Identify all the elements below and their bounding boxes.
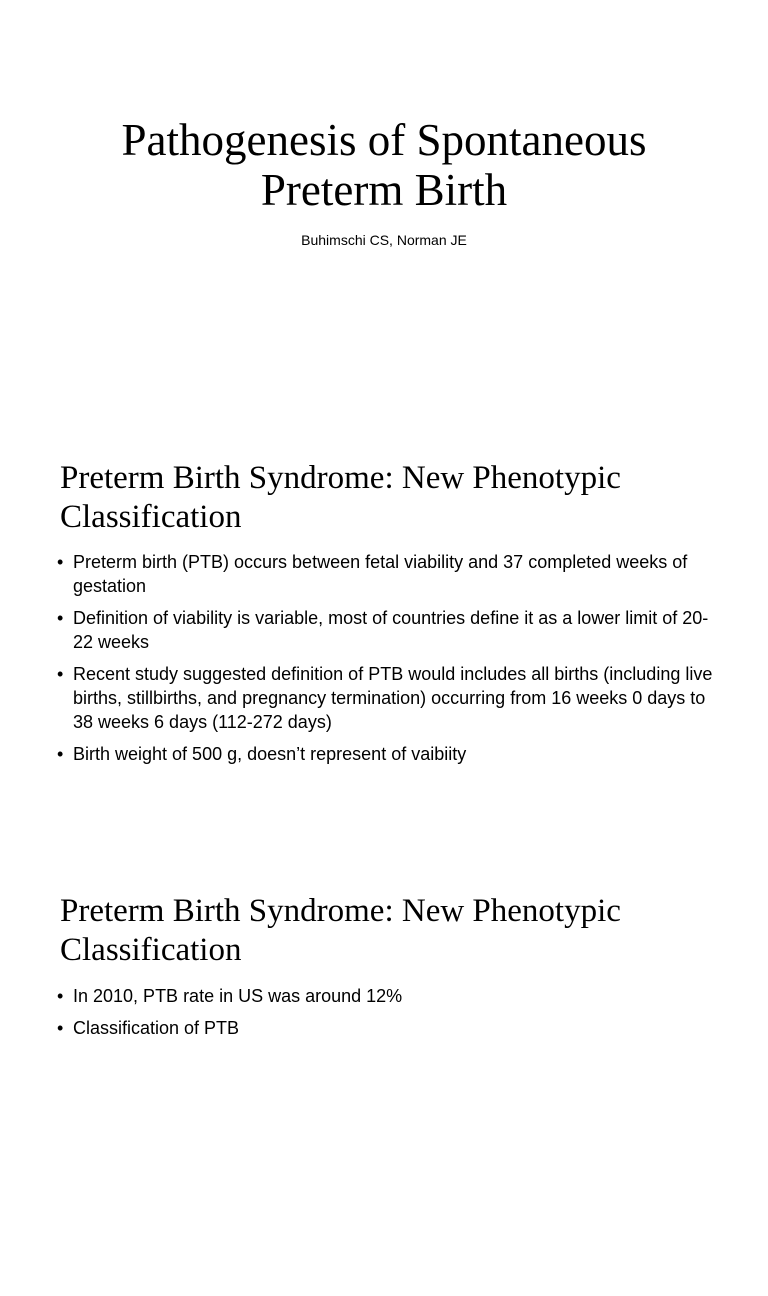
bullet-text: Birth weight of 500 g, doesn’t represent of vaibiity xyxy=(73,744,467,764)
bullet-marker: • xyxy=(57,744,64,764)
bullet-item xyxy=(57,606,717,654)
slide-heading-line-1: Preterm Birth Syndrome: New Phenotypic xyxy=(60,460,621,496)
bullet-text: Definition of viability is variable, most of countries define it as a lower limit of 20-22 weeks xyxy=(73,608,709,652)
slide-heading-line-2: Classification xyxy=(60,932,242,968)
bullet-list xyxy=(57,550,717,774)
slide-heading-line-2: Classification xyxy=(60,499,242,535)
bullet-list xyxy=(57,984,717,1048)
bullet-marker: • xyxy=(57,608,64,628)
bullet-text: Recent study suggested definition of PTB would includes all births (including live births, stillbirths, and pregnancy termination) occurring from 16 weeks 0 days to 38 weeks 6 days (112-272 days) xyxy=(73,664,713,732)
bullet-text: In 2010, PTB rate in US was around 12% xyxy=(73,986,403,1006)
bullet-text: Preterm birth (PTB) occurs between fetal viability and 37 completed weeks of gestation xyxy=(73,552,688,596)
content-slide-1 xyxy=(0,432,768,864)
bullet-marker: • xyxy=(57,1018,64,1038)
bullet-text: Classification of PTB xyxy=(73,1018,240,1038)
bullet-marker: • xyxy=(57,986,64,1006)
bullet-item xyxy=(57,1016,717,1040)
slide-title-line-1: Pathogenesis of Spontaneous xyxy=(121,115,647,165)
slide-heading-line-1: Preterm Birth Syndrome: New Phenotypic xyxy=(60,893,621,929)
slide-heading xyxy=(60,459,740,537)
bullet-marker: • xyxy=(57,552,64,572)
bullet-item xyxy=(57,662,717,734)
slide-title-line-2: Preterm Birth xyxy=(260,165,508,215)
slide-title xyxy=(0,115,768,215)
slide-authors: Buhimschi CS, Norman JE xyxy=(301,232,467,248)
bullet-marker: • xyxy=(57,664,64,684)
slide-heading xyxy=(60,892,740,970)
bullet-item xyxy=(57,984,717,1008)
bullet-item xyxy=(57,550,717,598)
content-slide-2 xyxy=(0,864,768,1296)
title-slide xyxy=(0,0,768,432)
bullet-item xyxy=(57,742,717,766)
